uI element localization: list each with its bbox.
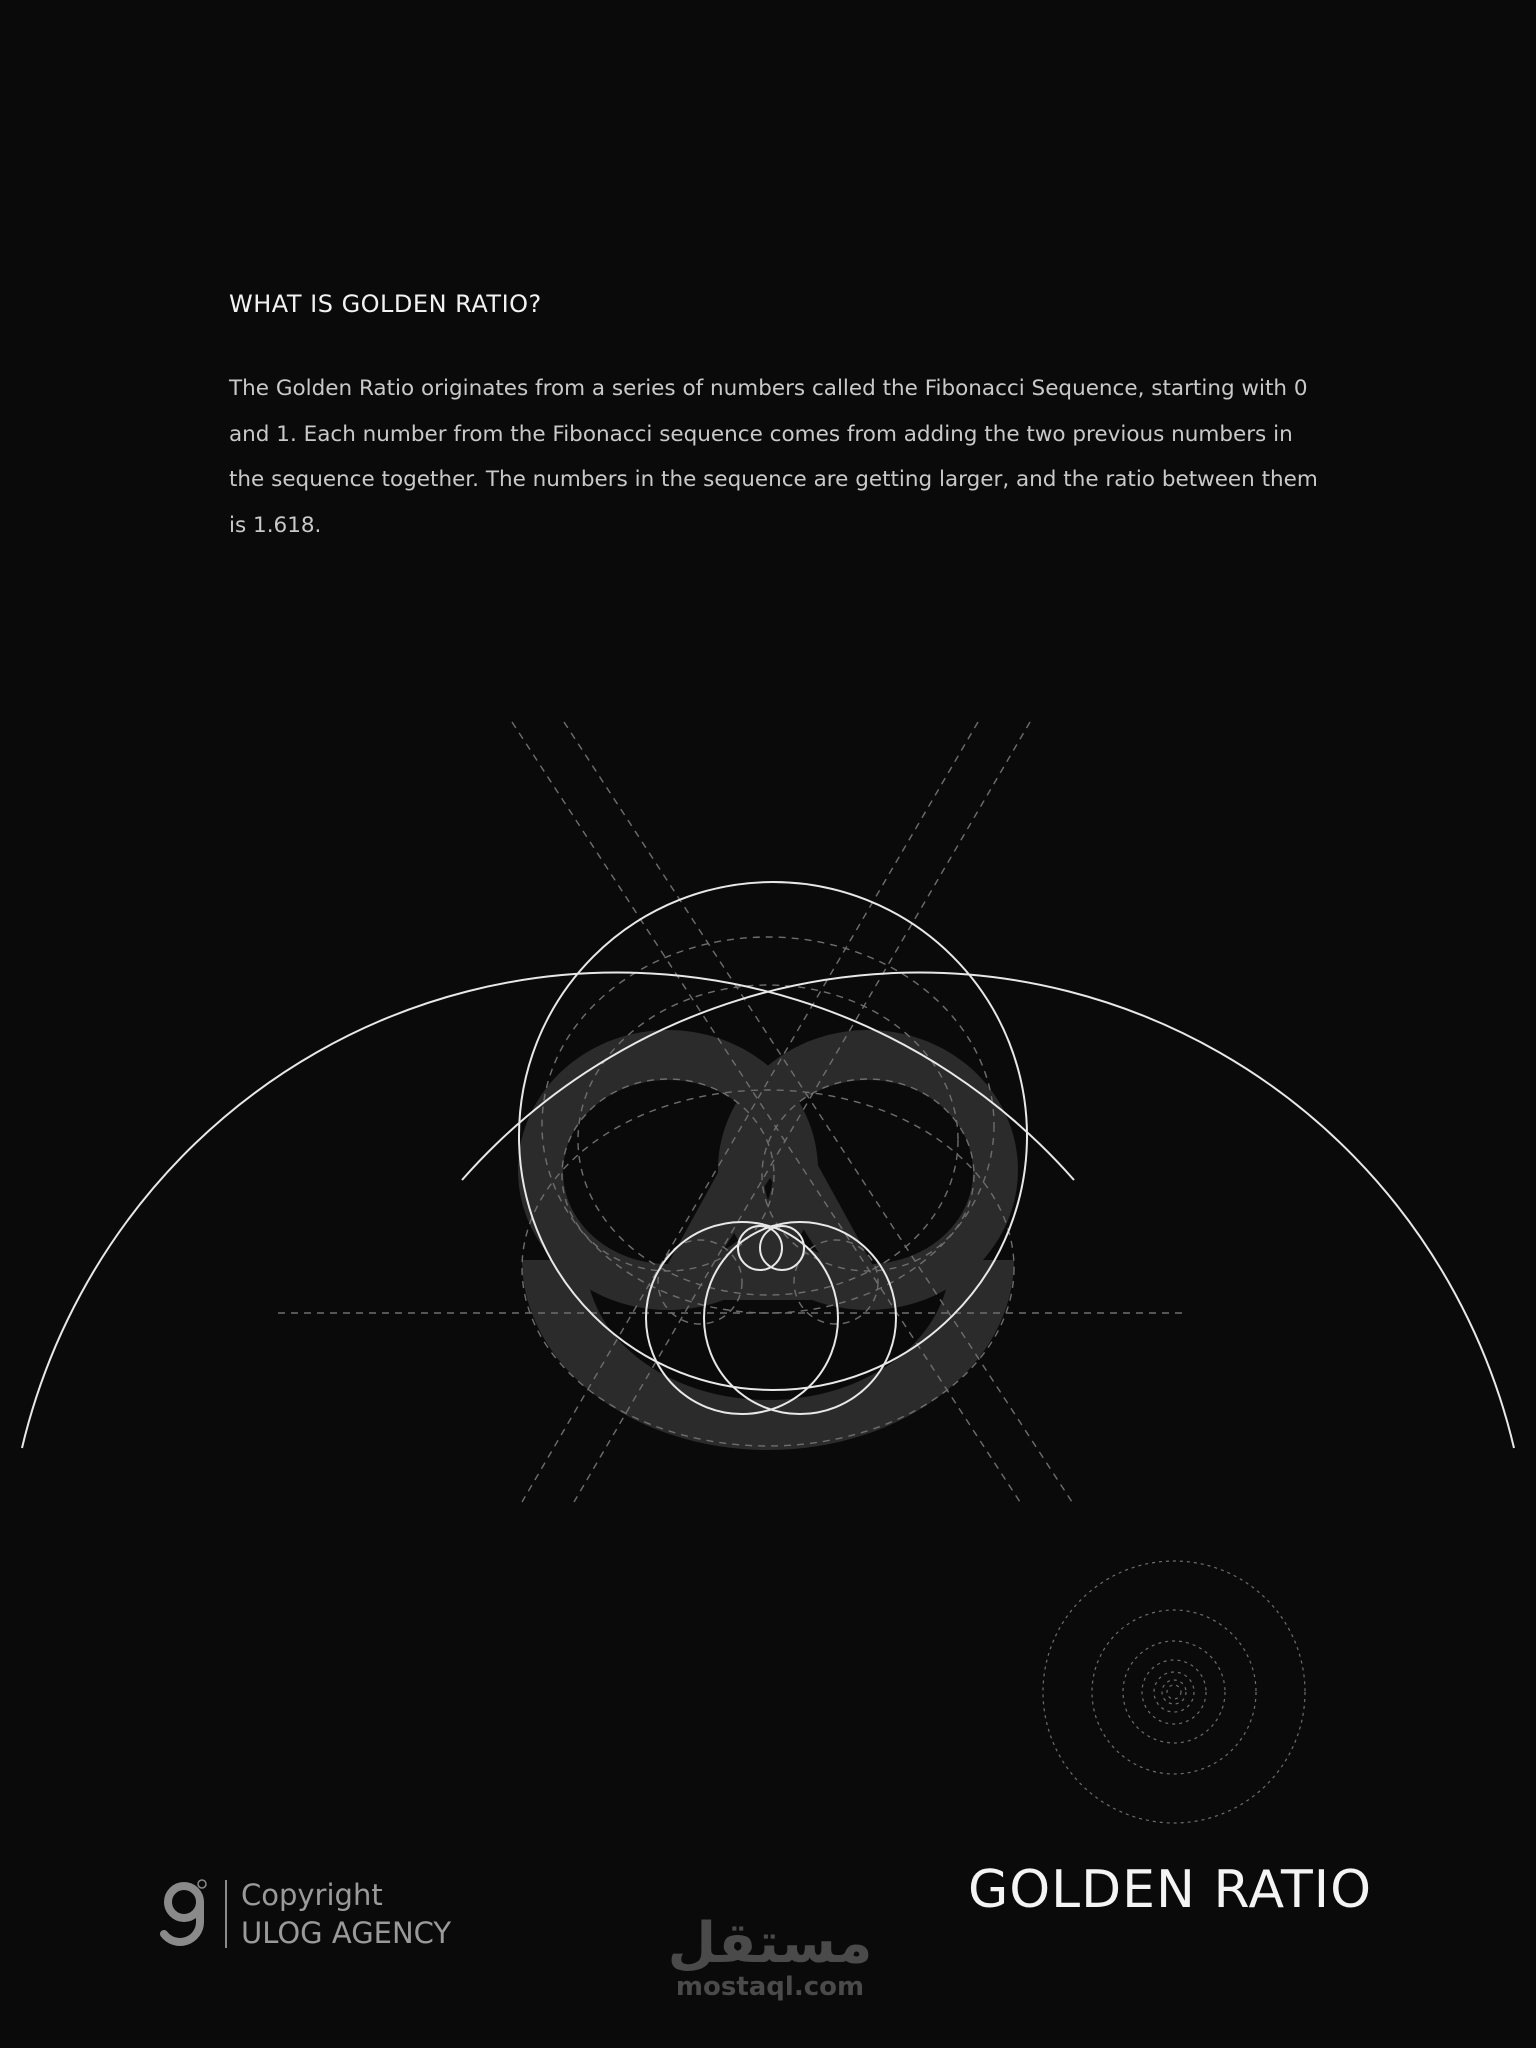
spiral-circle-2 — [1092, 1610, 1256, 1774]
spiral-circle-1 — [1043, 1561, 1305, 1823]
spiral-circle-3 — [1123, 1641, 1225, 1743]
spiral-circles — [1043, 1561, 1305, 1823]
ulog-g-logo-icon — [156, 1878, 212, 1950]
section-body: The Golden Ratio originates from a series of numbers called the Fibonacci Sequence, starting with 0 and 1. Each number from the Fibonacci sequence comes from adding the two previous numbers in the sequence together. The numbers in the sequence are getting larger, and the ratio between them is 1.618. — [229, 376, 1318, 538]
spiral-circle-4 — [1142, 1660, 1206, 1724]
footer-copyright — [241, 1876, 451, 1952]
copyright-label: Copyright — [241, 1878, 383, 1912]
spiral-circle-6 — [1162, 1680, 1186, 1704]
poster-title: GOLDEN RATIO — [967, 1860, 1373, 1920]
section-heading: WHAT IS GOLDEN RATIO? — [229, 290, 542, 318]
agency-name: ULOG AGENCY — [241, 1916, 452, 1950]
spiral-circle-7 — [1167, 1685, 1181, 1699]
watermark-url: mostaql.com — [675, 1972, 865, 2002]
spiral-circle-5 — [1154, 1672, 1194, 1712]
footer-divider — [225, 1880, 227, 1948]
watermark-arabic: مستقل — [667, 1911, 873, 1976]
logo-mark-fill — [518, 1030, 1018, 1450]
